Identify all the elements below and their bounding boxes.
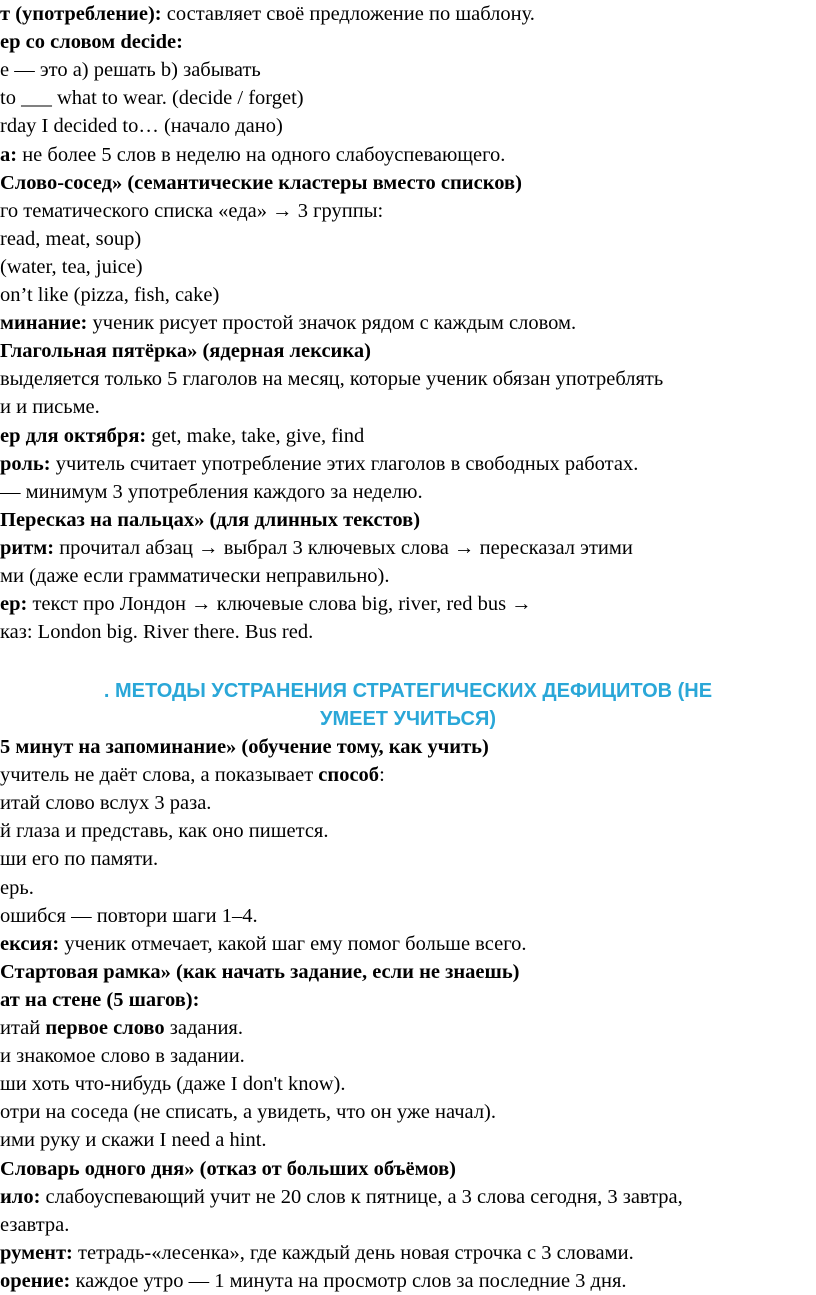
- bold-text-run: 5 минут на запоминание» (обучение тому, как учить): [0, 736, 489, 758]
- text-line: [0, 1155, 816, 1183]
- text-line: [0, 562, 816, 590]
- section-heading-line-2: УМЕЕТ УЧИТЬСЯ): [320, 708, 496, 730]
- text-run: on’t like (pizza, fish, cake): [0, 284, 220, 306]
- text-line: [0, 789, 816, 817]
- text-run: отри на соседа (не списать, а увидеть, что он уже начал).: [0, 1101, 497, 1124]
- bold-text-run: Пересказ на пальцах» (для длинных текстов): [0, 508, 421, 531]
- bold-text-run: Глагольная пятёрка» (ядерная лексика): [0, 340, 371, 363]
- text-line: [0, 902, 816, 930]
- text-line: [0, 56, 816, 84]
- bold-text-run: Словарь одного дня» (отказ от больших объёмов): [0, 1157, 456, 1180]
- text-line: [0, 169, 816, 197]
- text-line: [0, 365, 816, 393]
- text-line: [0, 1126, 816, 1154]
- text-line: [0, 1098, 816, 1126]
- text-run: й глаза и представь, как оно пишется.: [0, 820, 329, 843]
- text-line: [0, 1183, 816, 1211]
- text-run: ошибся — повтори шаги 1–4.: [0, 904, 258, 927]
- text-run: текст про Лондон → ключевые слова big, river, red bus →: [27, 593, 532, 616]
- text-line: [0, 478, 816, 506]
- text-run: задания.: [164, 1017, 243, 1039]
- text-run: :: [379, 764, 385, 787]
- text-line: [0, 506, 816, 534]
- text-run: итай: [0, 1017, 46, 1039]
- text-line: [0, 618, 816, 646]
- section-heading-line-1: . МЕТОДЫ УСТРАНЕНИЯ СТРАТЕГИЧЕСКИХ ДЕФИЦИТОВ (НЕ: [103, 680, 713, 702]
- text-line: [0, 197, 816, 225]
- text-run: выделяется только 5 глаголов на месяц, которые ученик обязан употреблять: [0, 368, 664, 391]
- text-line: [0, 393, 816, 421]
- text-run: слабоуспевающий учит не 20 слов к пятнице, а 3 слова сегодня, 3 завтра,: [40, 1185, 683, 1208]
- text-run: прочитал абзац → выбрал 3 ключевых слова → пересказал этими: [54, 536, 633, 559]
- bold-text-run: ер для октября:: [0, 424, 147, 447]
- bold-text-run: Слово-сосед» (семантические кластеры вместо списков): [0, 171, 522, 194]
- bold-text-run: минание:: [0, 312, 88, 335]
- text-line: [0, 1042, 816, 1070]
- text-line: [0, 930, 816, 958]
- text-run: ученик отмечает, какой шаг ему помог больше всего.: [59, 932, 527, 955]
- text-run: ерь.: [0, 876, 34, 899]
- text-run: и знакомое слово в задании.: [0, 1045, 245, 1068]
- text-run: ученик рисует простой значок рядом с каждым словом.: [87, 312, 577, 335]
- text-run: ши хоть что-нибудь (даже I don't know).: [0, 1073, 346, 1096]
- bold-text-run: ило:: [0, 1185, 41, 1208]
- text-run: учитель не даёт слова, а показывает: [0, 764, 319, 787]
- text-line: [0, 733, 816, 761]
- bold-text-run: румент:: [0, 1241, 73, 1264]
- text-run: — минимум 3 употребления каждого за неделю.: [0, 480, 423, 503]
- text-line: [0, 1267, 816, 1295]
- text-line: [0, 281, 816, 309]
- text-line: [0, 450, 816, 478]
- text-run: тетрадь-«лесенка», где каждый день новая строчка с 3 словами.: [72, 1241, 634, 1264]
- bold-text-run: первое слово: [45, 1017, 165, 1039]
- text-line: [0, 761, 816, 789]
- text-line: [0, 422, 816, 450]
- text-line: [0, 1239, 816, 1267]
- text-line: [0, 986, 816, 1014]
- text-line: [0, 112, 816, 140]
- text-line: [0, 28, 816, 56]
- bold-text-run: орение:: [0, 1269, 71, 1292]
- bold-text-run: ер со словом decide:: [0, 31, 183, 54]
- bold-text-run: ат на стене (5 шагов):: [0, 988, 200, 1011]
- bold-text-run: ексия:: [0, 932, 60, 955]
- text-run: read, meat, soup): [0, 227, 142, 250]
- text-run: ми (даже если грамматически неправильно).: [0, 565, 390, 587]
- bold-text-run: ритм:: [0, 536, 55, 559]
- text-run: учитель считает употребление этих глаголов в свободных работах.: [50, 452, 639, 475]
- text-line: [0, 0, 816, 28]
- text-run: го тематического списка «еда» → 3 группы:: [0, 199, 384, 222]
- bold-text-run: Стартовая рамка» (как начать задание, если не знаешь): [0, 960, 520, 983]
- text-line: [0, 1070, 816, 1098]
- text-line: [0, 845, 816, 873]
- text-run: get, make, take, give, find: [146, 424, 365, 447]
- text-run: и и письме.: [0, 396, 100, 419]
- text-line: [0, 1014, 816, 1042]
- bold-text-run: т (употребление):: [0, 3, 162, 25]
- text-run: итай слово вслух 3 раза.: [0, 792, 212, 815]
- text-line: [0, 590, 816, 618]
- bold-text-run: ер:: [0, 593, 28, 616]
- text-run: каз: London big. River there. Bus red.: [0, 621, 314, 644]
- text-run: rday I decided to… (начало дано): [0, 115, 283, 138]
- text-line: [0, 253, 816, 281]
- text-line: [0, 225, 816, 253]
- text-run: e — это a) решать b) забывать: [0, 59, 261, 82]
- bold-text-run: способ: [318, 764, 380, 787]
- text-line: [0, 1211, 816, 1239]
- text-line: [0, 309, 816, 337]
- text-run: ши его по памяти.: [0, 848, 159, 871]
- text-line: [0, 817, 816, 845]
- bold-text-run: роль:: [0, 452, 51, 475]
- bold-text-run: а:: [0, 143, 18, 166]
- text-line: [0, 337, 816, 365]
- text-run: ими руку и скажи I need a hint.: [0, 1129, 267, 1152]
- text-line: [0, 874, 816, 902]
- text-run: составляет своё предложение по шаблону.: [161, 3, 535, 25]
- text-line: [0, 534, 816, 562]
- text-run: езавтра.: [0, 1213, 70, 1236]
- text-run: не более 5 слов в неделю на одного слабоуспевающего.: [17, 143, 506, 166]
- text-line: [0, 141, 816, 169]
- text-run: каждое утро — 1 минута на просмотр слов за последние 3 дня.: [70, 1269, 627, 1292]
- text-line: [0, 958, 816, 986]
- text-run: to ___ what to wear. (decide / forget): [0, 87, 304, 110]
- text-run: (water, tea, juice): [0, 255, 143, 278]
- text-line: [0, 84, 816, 112]
